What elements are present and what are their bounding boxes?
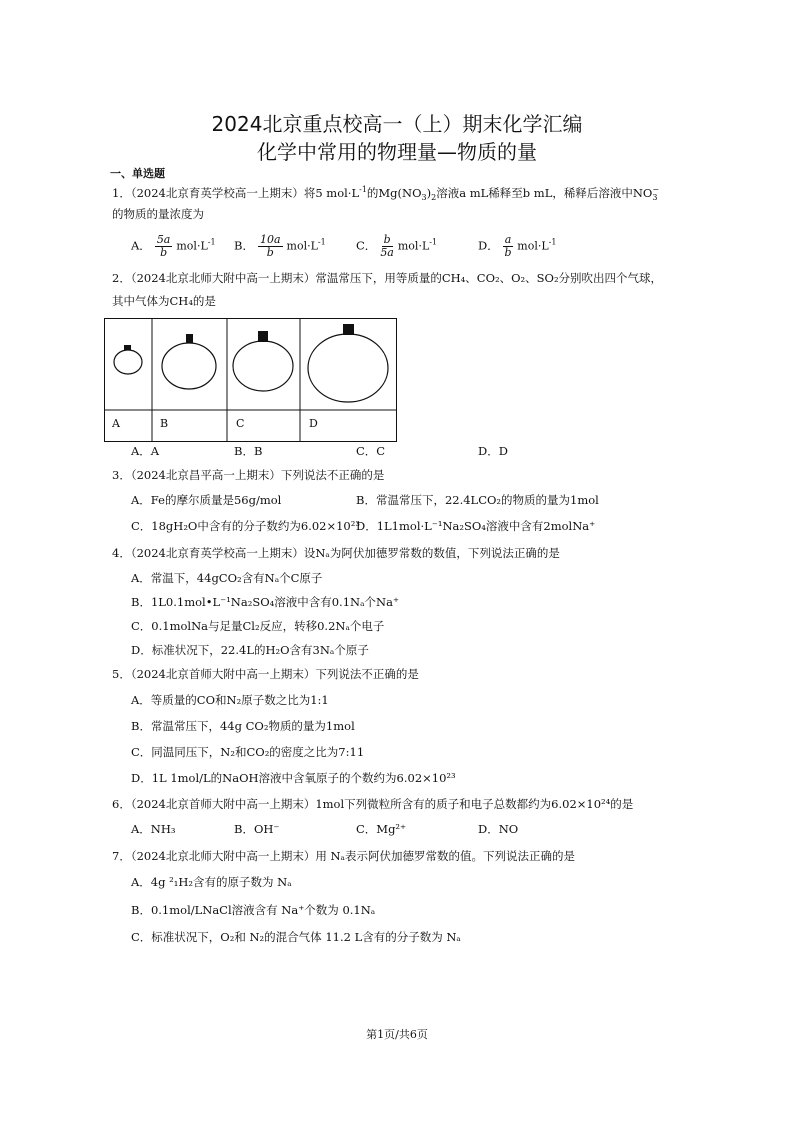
q3-option-a[interactable]: A．Fe的摩尔质量是56g/mol [131,493,282,507]
section-heading: 一、单选题 [110,167,165,180]
q5-option-d[interactable]: D．1L 1mol/L的NaOH溶液中含氧原子的个数约为6.02×10²³ [131,771,456,785]
balloon-d [308,324,388,402]
document-title-line2: 化学中常用的物理量—物质的量 [257,140,537,164]
q2-option-c[interactable]: C．C [356,444,386,458]
q6-option-d[interactable]: D．NO [478,822,519,836]
q6-option-b[interactable]: B．OH⁻ [234,822,280,836]
question-7-stem: 7．（2024北京北师大附中高一上期末）用 Nₐ表示阿伏加德罗常数的值。下列说法正确的是 [112,849,575,863]
q7-option-a[interactable]: A．4g ²₁H₂含有的原子数为 Nₐ [131,875,292,889]
balloon-a [114,345,142,374]
q2-option-b[interactable]: B．B [234,444,263,458]
q1-option-c[interactable]: C． $\frac{b}{5a}$ $mol\cdot L^{-1}$ [356,233,438,259]
q5-option-a[interactable]: A．等质量的CO和N₂原子数之比为1:1 [131,693,329,707]
q4-option-a[interactable]: A．常温下，44gCO₂含有Nₐ个C原子 [131,571,323,585]
q6-option-c[interactable]: C．Mg²⁺ [356,822,407,836]
question-6-stem: 6．（2024北京首师大附中高一上期末）1mol下列微粒所含有的质子和电子总数都约为6.02×10²⁴的是 [112,797,634,811]
q6-option-a[interactable]: A．NH₃ [131,822,176,836]
q3-option-c[interactable]: C．18gH₂O中含有的分子数约为6.02×10²³ [131,519,360,533]
q2-option-a[interactable]: A．A [131,444,160,458]
q2-option-d[interactable]: D．D [478,444,508,458]
q1-option-b[interactable]: B． $\frac{10a}{b}$ $mol\cdot L^{-1}$ [234,233,326,259]
question-3-stem: 3．（2024北京昌平高一上期末）下列说法不正确的是 [112,468,385,482]
q3-option-d[interactable]: D．1L1mol·L⁻¹Na₂SO₄溶液中含有2molNa⁺ [356,519,596,533]
q5-option-b[interactable]: B．常温常压下，44g CO₂物质的量为1mol [131,719,355,733]
balloon-figure [104,318,397,442]
q4-option-c[interactable]: C．0.1molNa与足量Cl₂反应，转移0.2Nₐ个电子 [131,619,385,633]
balloon-c [233,331,293,391]
question-2-stem-line2: 其中气体为CH₄的是 [112,294,216,308]
question-4-stem: 4．（2024北京育英学校高一上期末）设Nₐ为阿伏加德罗常数的数值，下列说法正确的是 [112,546,560,560]
cell-label-a: A [112,417,120,430]
q1-option-a[interactable]: A． $\frac{5a}{b}$ $mol\cdot L^{-1}$ [131,233,216,259]
balloon-figure-table [104,318,397,442]
cell-label-d: D [309,417,318,430]
cell-label-c: C [236,417,245,430]
q3-option-b[interactable]: B．常温常压下，22.4LCO₂的物质的量为1mol [356,493,599,507]
cell-label-b: B [160,417,169,430]
q4-option-b[interactable]: B．1L0.1mol•L⁻¹Na₂SO₄溶液中含有0.1Nₐ个Na⁺ [131,595,400,609]
question-1-stem-line2: 的物质的量浓度为 [112,207,204,221]
q5-option-c[interactable]: C．同温同压下，N₂和CO₂的密度之比为7:11 [131,745,365,759]
page-number: 第1页/共6页 [366,1028,428,1041]
question-1-stem: 1．（2024北京育英学校高一上期末）将5 $mol\cdot L^{-1}$的$Mg(NO_3)_2$溶液a mL稀释至b mL，稀释后溶液中NO − 3 [112,184,660,203]
balloon-b [162,334,216,389]
question-2-stem: 2．（2024北京北师大附中高一上期末）常温常压下，用等质量的CH₄、CO₂、O₂、SO₂分别吹出四个气球， [112,271,663,285]
q1-option-d[interactable]: D． $\frac{a}{b}$ $mol\cdot L^{-1}$ [478,233,557,259]
q7-option-b[interactable]: B．0.1mol/LNaCl溶液含有 Na⁺个数为 0.1Nₐ [131,903,376,917]
document-title-line1: 2024北京重点校高一（上）期末化学汇编 [211,112,583,136]
q4-option-d[interactable]: D．标准状况下，22.4L的H₂O含有3Nₐ个原子 [131,643,369,657]
question-5-stem: 5．（2024北京首师大附中高一上期末）下列说法不正确的是 [112,667,419,681]
q7-option-c[interactable]: C．标准状况下，O₂和 N₂的混合气体 11.2 L含有的分子数为 Nₐ [131,930,461,944]
